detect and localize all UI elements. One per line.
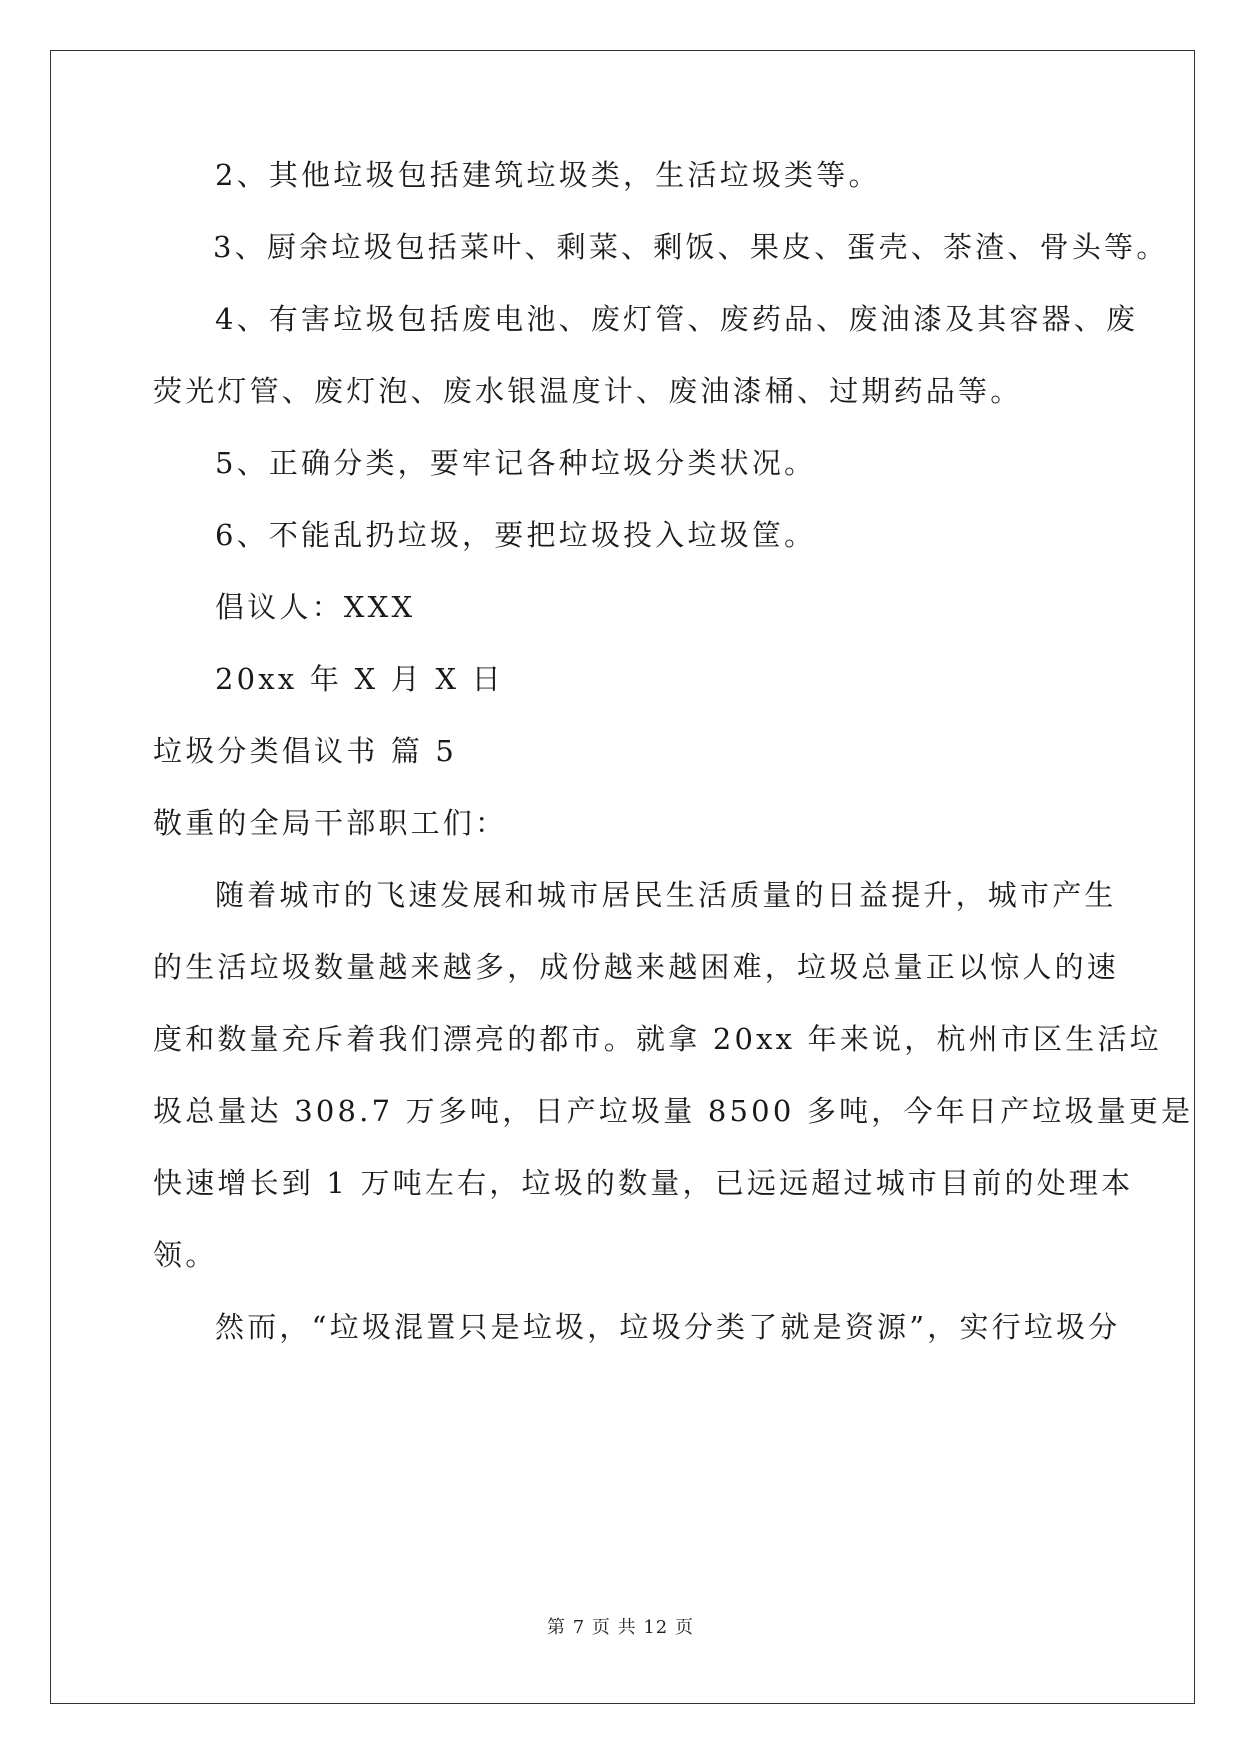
paragraph-line: 3、厨余垃圾包括菜叶、剩菜、剩饭、果皮、蛋壳、茶渣、骨头等。: [213, 230, 1169, 264]
page-footer: 第 7 页 共 12 页: [547, 1617, 694, 1638]
paragraph-line: 6、不能乱扔垃圾，要把垃圾投入垃圾筐。: [215, 518, 817, 552]
paragraph-line: 荧光灯管、废灯泡、废水银温度计、废油漆桶、过期药品等。: [153, 374, 1023, 408]
paragraph-line: 度和数量充斥着我们漂亮的都市。就拿 20xx 年来说，杭州市区生活垃: [153, 1022, 1162, 1056]
date-line: 20xx 年 X 月 X 日: [215, 662, 504, 696]
paragraph-line: 领。: [153, 1238, 218, 1272]
paragraph-line: 的生活垃圾数量越来越多，成份越来越困难，垃圾总量正以惊人的速: [153, 950, 1120, 984]
paragraph-line: 然而，“垃圾混置只是垃圾，垃圾分类了就是资源”，实行垃圾分: [215, 1310, 1121, 1344]
paragraph-line: 5、正确分类，要牢记各种垃圾分类状况。: [215, 446, 817, 480]
paragraph-line: 随着城市的飞速发展和城市居民生活质量的日益提升，城市产生: [215, 878, 1117, 912]
paragraph-line: 圾总量达 308.7 万多吨，日产垃圾量 8500 多吨，今年日产垃圾量更是: [153, 1094, 1194, 1128]
salutation: 敬重的全局干部职工们：: [153, 806, 508, 840]
paragraph-line: 2、其他垃圾包括建筑垃圾类，生活垃圾类等。: [215, 158, 881, 192]
section-heading: 垃圾分类倡议书 篇 5: [153, 734, 458, 768]
paragraph-line: 快速增长到 1 万吨左右，垃圾的数量，已远远超过城市目前的处理本: [153, 1166, 1134, 1200]
paragraph-line: 4、有害垃圾包括废电池、废灯管、废药品、废油漆及其容器、废: [215, 302, 1139, 336]
signatory-line: 倡议人：XXX: [215, 590, 416, 624]
